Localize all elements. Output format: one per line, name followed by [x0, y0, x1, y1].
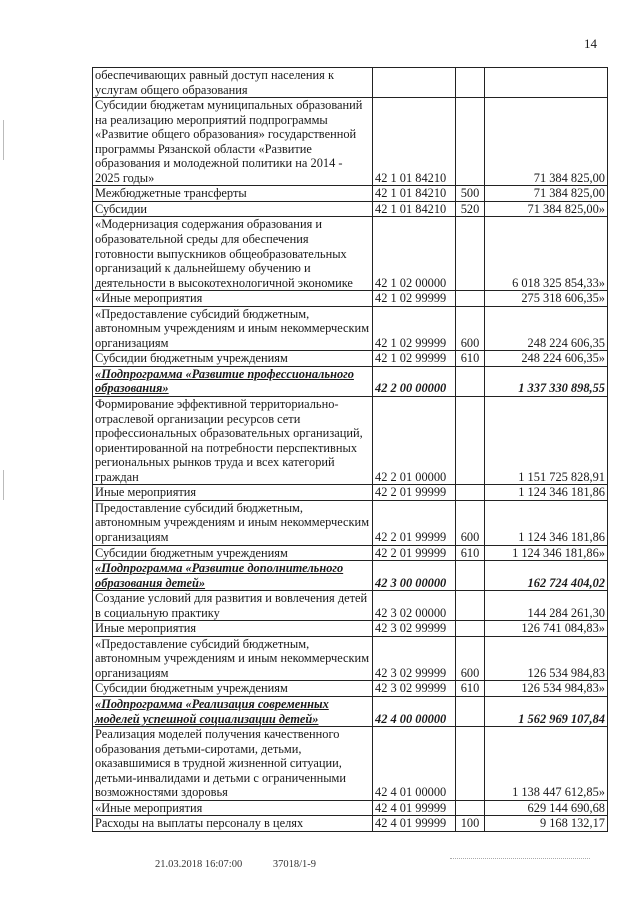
row-expense-type: 100	[456, 816, 485, 832]
row-amount: 9 168 132,17	[485, 816, 608, 832]
row-amount: 126 534 984,83	[485, 636, 608, 681]
row-code: 42 3 02 00000	[373, 591, 456, 621]
table-row	[93, 621, 608, 637]
row-description: «Подпрограмма «Развитие профессионального образования»	[93, 366, 373, 396]
row-description: «Предоставление субсидий бюджетным, автономным учреждениям и иным некоммерческим организациям	[93, 636, 373, 681]
row-code: 42 4 00 00000	[373, 696, 456, 726]
row-code: 42 2 01 99999	[373, 500, 456, 545]
row-amount: 1 124 346 181,86»	[485, 545, 608, 561]
row-code: 42 1 01 84210	[373, 186, 456, 202]
row-amount: 71 384 825,00	[485, 98, 608, 186]
table-row	[93, 681, 608, 697]
row-code: 42 1 01 84210	[373, 98, 456, 186]
row-description: Субсидии бюджетным учреждениям	[93, 351, 373, 367]
table-row	[93, 727, 608, 801]
row-description: «Подпрограмма «Реализация современных моделей успешной социализации детей»	[93, 696, 373, 726]
footer-timestamp: 21.03.2018 16:07:00	[155, 859, 243, 870]
row-code: 42 3 02 99999	[373, 636, 456, 681]
row-code: 42 3 00 00000	[373, 561, 456, 591]
table-row	[93, 397, 608, 485]
row-expense-type	[456, 561, 485, 591]
row-code: 42 4 01 99999	[373, 800, 456, 816]
row-code: 42 2 00 00000	[373, 366, 456, 396]
table-row	[93, 545, 608, 561]
row-expense-type: 610	[456, 681, 485, 697]
row-description: «Модернизация содержания образования и образовательной среды для обеспечения готовности выпускников общеобразовательных организаций к дальнейшему обучению и деятельности в высокотехнологичной экономике	[93, 217, 373, 291]
row-description: Иные мероприятия	[93, 621, 373, 637]
row-description: Создание условий для развития и вовлечения детей в социальную практику	[93, 591, 373, 621]
row-amount: 71 384 825,00	[485, 186, 608, 202]
row-amount: 248 224 606,35»	[485, 351, 608, 367]
row-description: обеспечивающих равный доступ населения к услугам общего образования	[93, 68, 373, 98]
row-expense-type	[456, 800, 485, 816]
table-row	[93, 217, 608, 291]
row-description: «Иные мероприятия	[93, 291, 373, 307]
row-expense-type: 610	[456, 545, 485, 561]
row-expense-type	[456, 727, 485, 801]
table-row	[93, 485, 608, 501]
row-amount: 1 337 330 898,55	[485, 366, 608, 396]
row-code: 42 3 02 99999	[373, 681, 456, 697]
row-code: 42 1 02 00000	[373, 217, 456, 291]
row-amount	[485, 68, 608, 98]
row-amount: 126 534 984,83»	[485, 681, 608, 697]
row-expense-type: 610	[456, 351, 485, 367]
row-code: 42 2 01 99999	[373, 545, 456, 561]
row-description: «Иные мероприятия	[93, 800, 373, 816]
row-description: Субсидии бюджетным учреждениям	[93, 681, 373, 697]
budget-table	[92, 67, 608, 832]
row-amount: 144 284 261,30	[485, 591, 608, 621]
table-row	[93, 291, 608, 307]
table-row	[93, 306, 608, 351]
row-expense-type	[456, 621, 485, 637]
scan-edge-mark	[3, 470, 4, 500]
row-description: Субсидии	[93, 201, 373, 217]
scan-edge-mark	[3, 120, 4, 160]
row-expense-type	[456, 397, 485, 485]
row-amount: 1 151 725 828,91	[485, 397, 608, 485]
row-description: Субсидии бюджетным учреждениям	[93, 545, 373, 561]
row-description: Реализация моделей получения качественного образования детьми-сиротами, детьми, оказавшимися в трудной жизненной ситуации, детьми-инвалидами и детьми с ограниченными возможностями здоровья	[93, 727, 373, 801]
row-code: 42 3 02 99999	[373, 621, 456, 637]
row-description: Формирование эффективной территориально-отраслевой организации ресурсов сети профессиональных образовательных организаций, ориентированной на потребности перспективных региональных рынков труда и всех категорий граждан	[93, 397, 373, 485]
page-number: 14	[584, 36, 597, 51]
table-row	[93, 561, 608, 591]
row-amount: 1 562 969 107,84	[485, 696, 608, 726]
row-expense-type	[456, 217, 485, 291]
row-amount: 1 138 447 612,85»	[485, 727, 608, 801]
row-code: 42 4 01 99999	[373, 816, 456, 832]
row-expense-type: 600	[456, 636, 485, 681]
row-expense-type	[456, 68, 485, 98]
row-expense-type	[456, 485, 485, 501]
table-row	[93, 201, 608, 217]
scan-dots	[450, 858, 590, 860]
row-amount: 248 224 606,35	[485, 306, 608, 351]
row-code: 42 1 01 84210	[373, 201, 456, 217]
row-description: «Подпрограмма «Развитие дополнительного образования детей»	[93, 561, 373, 591]
row-expense-type	[456, 291, 485, 307]
table-row	[93, 591, 608, 621]
table-row	[93, 800, 608, 816]
table-row	[93, 816, 608, 832]
row-expense-type: 600	[456, 500, 485, 545]
table-row	[93, 351, 608, 367]
table-row	[93, 186, 608, 202]
table-row	[93, 98, 608, 186]
table-row	[93, 500, 608, 545]
row-amount: 1 124 346 181,86	[485, 485, 608, 501]
table-row	[93, 68, 608, 98]
row-expense-type: 500	[456, 186, 485, 202]
row-description: Субсидии бюджетам муниципальных образований на реализацию мероприятий подпрограммы «Развитие общего образования» государственной программы Рязанской области «Развитие образования и молодежной политики на 2014 - 2025 годы»	[93, 98, 373, 186]
row-code: 42 1 02 99999	[373, 351, 456, 367]
row-amount: 126 741 084,83»	[485, 621, 608, 637]
row-code: 42 2 01 99999	[373, 485, 456, 501]
table-row	[93, 366, 608, 396]
row-amount: 162 724 404,02	[485, 561, 608, 591]
row-amount: 1 124 346 181,86	[485, 500, 608, 545]
row-amount: 275 318 606,35»	[485, 291, 608, 307]
row-expense-type	[456, 591, 485, 621]
footer-doc-id: 37018/1-9	[272, 859, 317, 870]
row-expense-type	[456, 696, 485, 726]
row-description: Межбюджетные трансферты	[93, 186, 373, 202]
row-expense-type: 600	[456, 306, 485, 351]
row-expense-type: 520	[456, 201, 485, 217]
row-code: 42 4 01 00000	[373, 727, 456, 801]
row-description: Предоставление субсидий бюджетным, автономным учреждениям и иным некоммерческим организациям	[93, 500, 373, 545]
row-amount: 629 144 690,68	[485, 800, 608, 816]
table-row	[93, 696, 608, 726]
footer	[155, 859, 344, 870]
row-description: Расходы на выплаты персоналу в целях	[93, 816, 373, 832]
row-code: 42 1 02 99999	[373, 291, 456, 307]
row-amount: 6 018 325 854,33»	[485, 217, 608, 291]
table-row	[93, 636, 608, 681]
row-description: «Предоставление субсидий бюджетным, автономным учреждениям и иным некоммерческим организациям	[93, 306, 373, 351]
row-code	[373, 68, 456, 98]
row-amount: 71 384 825,00»	[485, 201, 608, 217]
row-code: 42 2 01 00000	[373, 397, 456, 485]
row-description: Иные мероприятия	[93, 485, 373, 501]
row-code: 42 1 02 99999	[373, 306, 456, 351]
row-expense-type	[456, 98, 485, 186]
row-expense-type	[456, 366, 485, 396]
